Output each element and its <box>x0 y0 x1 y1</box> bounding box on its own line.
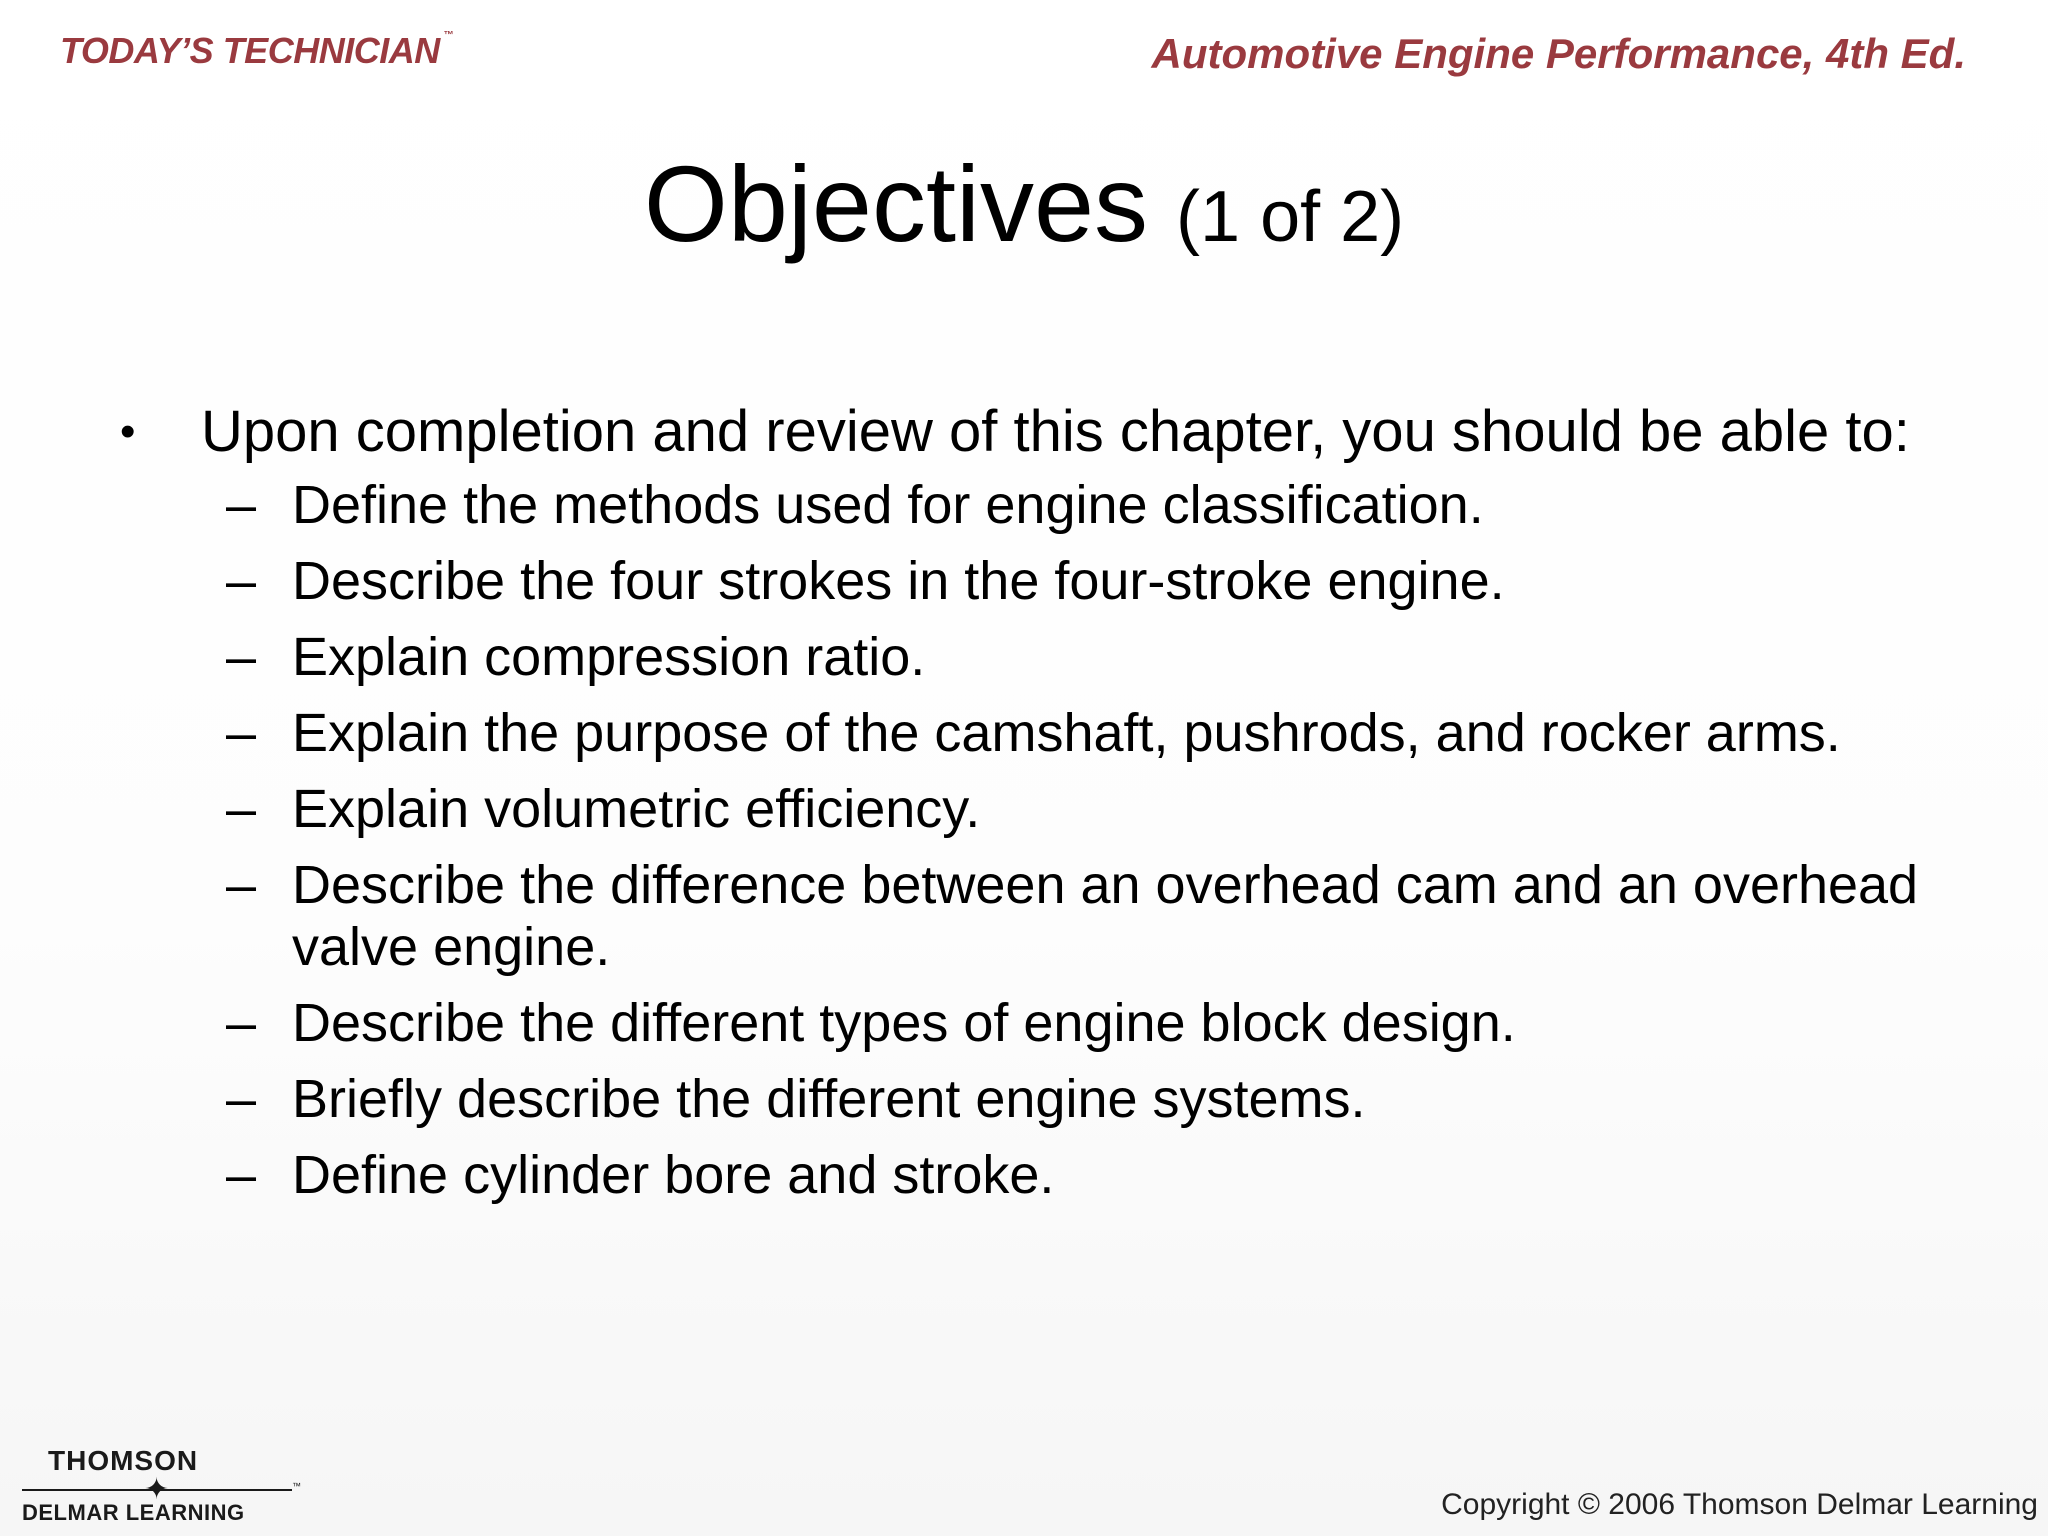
slide-title <box>0 143 2048 264</box>
objective-text: Describe the different types of engine block design. <box>292 993 1516 1053</box>
book-title: Automotive Engine Performance, 4th Ed. <box>1151 30 1966 77</box>
title-main: Objectives <box>643 143 1149 264</box>
title-page-indicator: (1 of 2) <box>1176 177 1405 257</box>
dash-icon: – <box>226 703 257 763</box>
intro-bullet <box>120 400 1981 464</box>
dash-icon: – <box>226 855 257 915</box>
objective-item <box>120 702 2032 764</box>
logo-delmar-text: DELMAR LEARNING <box>22 1500 245 1525</box>
objective-item <box>120 854 2032 978</box>
objective-item <box>120 1144 2032 1206</box>
dash-icon: – <box>226 475 257 535</box>
star-icon: ✦ <box>144 1473 170 1506</box>
dash-icon: – <box>226 1069 257 1129</box>
dash-icon: – <box>226 551 257 611</box>
objective-item <box>120 1068 2032 1130</box>
objective-text: Explain compression ratio. <box>292 627 926 687</box>
slide-body <box>120 400 1970 1220</box>
objective-text: Define the methods used for engine classification. <box>292 475 1484 535</box>
objective-text: Briefly describe the different engine systems. <box>292 1069 1366 1129</box>
series-logo <box>60 30 454 72</box>
trademark-mark: ™ <box>443 30 454 41</box>
bullet-icon: • <box>120 407 136 456</box>
logo-thomson-text: THOMSON <box>48 1445 199 1476</box>
dash-icon: – <box>226 1145 257 1205</box>
objective-item <box>120 992 2032 1054</box>
logo-trademark: ™ <box>292 1481 301 1491</box>
copyright-notice: Copyright © 2006 Thomson Delmar Learning <box>1441 1488 2038 1521</box>
objective-item <box>120 626 2032 688</box>
objective-text: Explain the purpose of the camshaft, pushrods, and rocker arms. <box>292 703 1841 763</box>
objective-text: Explain volumetric efficiency. <box>292 779 981 839</box>
dash-icon: – <box>226 993 257 1053</box>
objective-text: Describe the four strokes in the four-stroke engine. <box>292 551 1505 611</box>
objective-item <box>120 778 2032 840</box>
objective-text: Define cylinder bore and stroke. <box>292 1145 1055 1205</box>
objective-text: Describe the difference between an overhead cam and an overhead valve engine. <box>292 855 1919 977</box>
intro-text: Upon completion and review of this chapter, you should be able to: <box>201 399 1910 464</box>
objective-item <box>120 550 2032 612</box>
series-title: TODAY’S TECHNICIAN <box>60 30 440 71</box>
publisher-logo <box>22 1445 312 1525</box>
objectives-list <box>120 474 1970 1206</box>
dash-icon: – <box>226 627 257 687</box>
objective-item <box>120 474 2032 536</box>
dash-icon: – <box>226 779 257 839</box>
